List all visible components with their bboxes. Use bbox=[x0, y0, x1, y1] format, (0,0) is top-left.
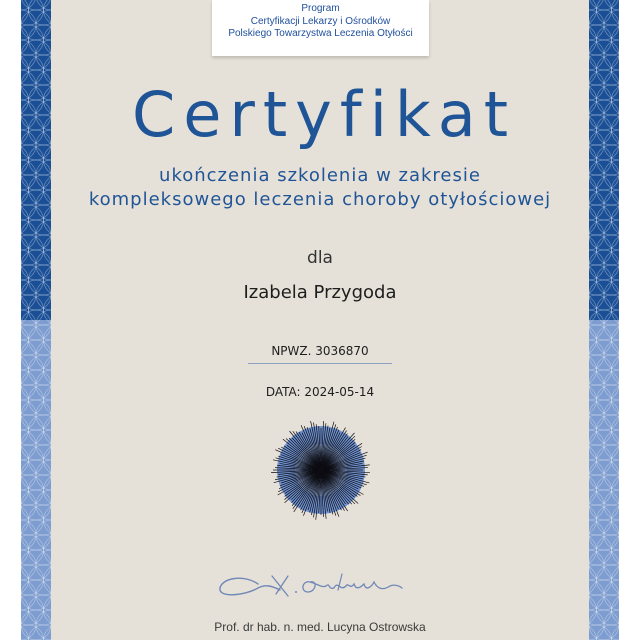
certificate-subtitle bbox=[0, 164, 640, 212]
signature-icon bbox=[214, 568, 410, 604]
recipient-name: Izabela Przygoda bbox=[243, 282, 397, 303]
header-line-1: Program bbox=[301, 3, 340, 14]
signer-name: Prof. dr hab. n. med. Lucyna Ostrowska bbox=[214, 620, 426, 634]
header-line-2: Certyfikacji Lekarzy i Ośrodków bbox=[250, 15, 391, 27]
for-label: dla bbox=[307, 248, 333, 268]
header-line-3: Polskiego Towarzystwa Leczenia Otyłości bbox=[228, 28, 413, 39]
starburst-icon bbox=[269, 418, 373, 522]
subtitle-line-2: kompleksowego leczenia choroby otyłościowej bbox=[88, 189, 552, 210]
program-header bbox=[212, 0, 429, 56]
certificate-date: DATA: 2024-05-14 bbox=[265, 385, 375, 399]
subtitle-line-1: ukończenia szkolenia w zakresie bbox=[159, 165, 481, 186]
certificate-title: Certyfikat bbox=[131, 78, 517, 151]
npwz-number: NPWZ. 3036870 bbox=[248, 342, 392, 364]
